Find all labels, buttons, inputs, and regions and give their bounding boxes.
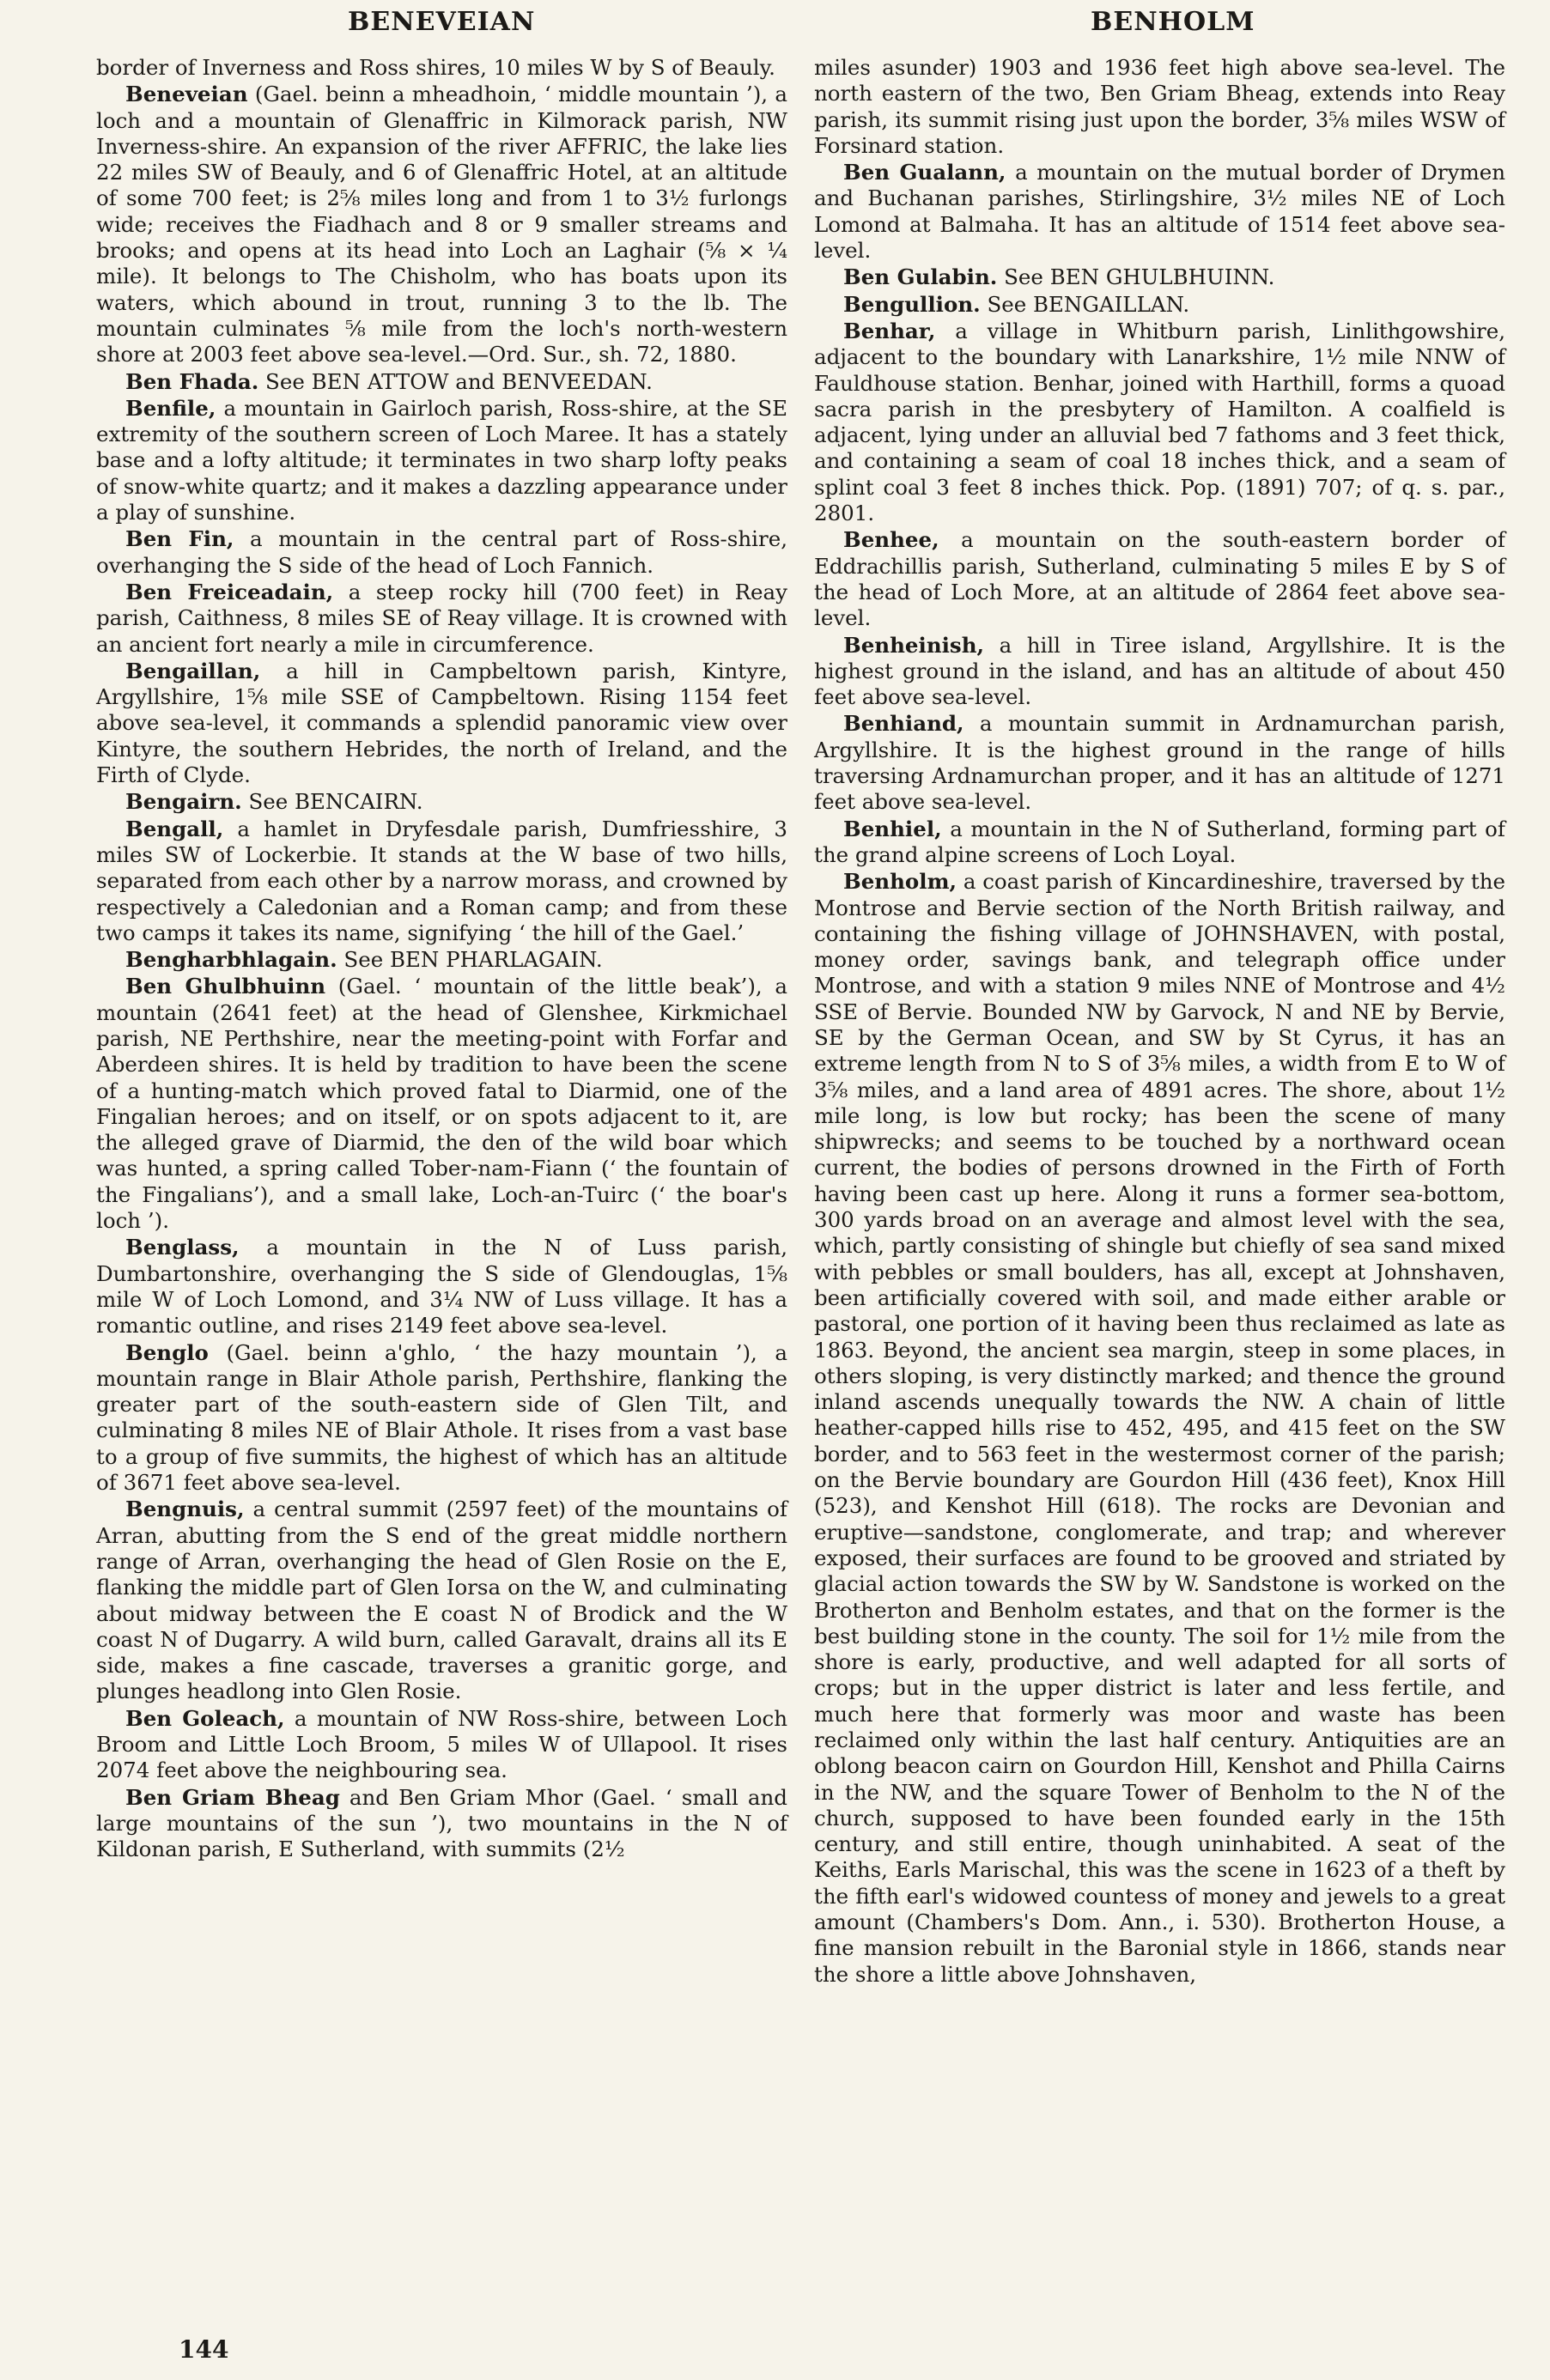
entry-headword: Ben Griam Bheag xyxy=(125,1784,340,1810)
gazetteer-entry xyxy=(814,869,1505,1988)
gazetteer-entry xyxy=(96,526,787,579)
page-number: 144 xyxy=(179,2335,229,2364)
gazetteer-entry xyxy=(96,1706,787,1784)
entry-text: a mountain on the mutual border of Drymen and Buchanan parishes, Stirlingshire, 3½ miles NE of Loch Lomond at Balmaha. It has an altitude of 1514 feet above sea-level. xyxy=(814,160,1505,264)
gazetteer-entry xyxy=(96,1235,787,1339)
entry-text: a mountain in Gairloch parish, Ross-shire, at the SE extremity of the southern screen of Loch Maree. It has a stately base and a lofty altitude; it terminates in two sharp lofty peaks of snow-white quartz; and it makes a dazzling appearance under a play of sunshine. xyxy=(96,395,787,525)
entry-headword: Ben Freiceadain, xyxy=(125,579,334,604)
entry-headword: Bengharbhlagain. xyxy=(125,947,337,973)
left-column xyxy=(96,55,787,1863)
entry-headword: Benglass, xyxy=(125,1235,240,1260)
entry-text: a mountain summit in Ardnamurchan parish, Argyllshire. It is the highest ground in the range of hills traversing Ardnamurchan proper, and it has an altitude of 1271 feet above sea-level. xyxy=(814,711,1505,815)
entry-text: See BENGAILLAN. xyxy=(980,291,1190,317)
entry-text: (Gael. beinn a mheadhoin, ‘ middle mountain ’), a loch and a mountain of Glenaffric in Kilmorack parish, NW Inverness-shire. An expansion of the river AFFRIC, the lake lies 22 miles SW of Beauly, and 6 of Glenaffric Hotel, at an altitude of some 700 feet; is 2⅝ miles long and from 1 to 3½ furlongs wide; receives the Fiadhach and 8 or 9 smaller streams and brooks; and opens at its head into Loch an Laghair (⅝ × ¼ mile). It belongs to The Chisholm, who has boats upon its waters, which abound in trout, running 3 to the lb. The mountain culminates ⅝ mile from the loch's north-western shore at 2003 feet above sea-level.—Ord. Sur., sh. 72, 1880. xyxy=(96,82,787,367)
gazetteer-entry xyxy=(96,55,787,81)
gazetteer-entry xyxy=(814,633,1505,711)
entry-headword: Bengall, xyxy=(125,816,224,841)
entry-text: a mountain on the south-eastern border of Eddrachillis parish, Sutherland, culminating 5 miles E by S of the head of Loch More, at an altitude of 2864 feet above sea-level. xyxy=(814,527,1505,631)
entry-text: See BEN GHULBHUINN. xyxy=(997,264,1275,290)
entry-text: (Gael. ‘ mountain of the little beak’), a mountain (2641 feet) at the head of Glenshee, Kirkmichael parish, NE Perthshire, near the meeting-point with Forfar and Aberdeen shires. It is held by tradition to have been the scene of a hunting-match which proved fatal to Diarmid, one of the Fingalian heroes; and on itself, or on spots adjacent to it, are the alleged grave of Diarmid, the den of the wild boar which was hunted, a spring called Tober-nam-Fiann (‘ the fountain of the Fingalians’), and a small lake, Loch-an-Tuirc (‘ the boar's loch ’). xyxy=(96,974,787,1234)
gazetteer-entry xyxy=(96,580,787,658)
gazetteer-entry xyxy=(96,396,787,525)
entry-headword: Benhar, xyxy=(843,318,936,343)
entry-headword: Ben Gualann, xyxy=(843,160,1006,185)
entry-text: border of Inverness and Ross shires, 10 miles W by S of Beauly. xyxy=(96,55,775,80)
gazetteer-entry xyxy=(96,947,787,973)
entry-headword: Ben Goleach, xyxy=(125,1705,285,1731)
entry-headword: Benfile, xyxy=(125,395,216,421)
entry-text: a mountain in the N of Luss parish, Dumbartonshire, overhanging the S side of Glendouglas, 1⅝ mile W of Loch Lomond, and 3¼ NW of Luss village. It has a romantic outline, and rises 2149 feet above sea-level. xyxy=(96,1235,787,1339)
entry-text: See BEN PHARLAGAIN. xyxy=(337,947,603,973)
entry-text: a hill in Tiree island, Argyllshire. It is the highest ground in the island, and has an altitude of about 450 feet above sea-level. xyxy=(814,632,1505,710)
gazetteer-entry xyxy=(814,817,1505,869)
gazetteer-entry xyxy=(814,264,1505,290)
entry-headword: Ben Ghulbhuinn xyxy=(125,974,326,999)
gazetteer-entry xyxy=(814,55,1505,159)
entry-headword: Benholm, xyxy=(843,869,957,895)
entry-headword: Ben Gulabin. xyxy=(843,264,998,290)
entry-text: a hamlet in Dryfesdale parish, Dumfriesshire, 3 miles SW of Lockerbie. It stands at the W base of two hills, separated from each other by a narrow morass, and crowned by respectively a Caledonian and a Roman camp; and from these two camps it takes its name, signifying ‘ the hill of the Gael.’ xyxy=(96,816,787,945)
entry-text: a coast parish of Kincardineshire, traversed by the Montrose and Bervie section of the North British railway, and containing the fishing village of JOHNSHAVEN, with postal, money order, savings bank, and telegraph office under Montrose, and with a station 9 miles NNE of Montrose and 4½ SSE of Bervie. Bounded NW by Garvock, N and NE by Bervie, SE by the German Ocean, and SW by St Cyrus, it has an extreme length from N to S of 3⅝ miles, a width from E to W of 3⅝ miles, and a land area of 4891 acres. The shore, about 1½ mile long, is low but rocky; has been the scene of many shipwrecks; and seems to be touched by a northward ocean current, the bodies of persons drowned in the Firth of Forth having been cast up here. Along it runs a former sea-bottom, 300 yards broad on an average and almost level with the sea, which, partly consisting of shingle but chiefly of sea sand mixed with pebbles or small boulders, has all, except at Johnshaven, been artificially covered with soil, and made either arable or pastoral, one portion of it having been thus reclaimed as late as 1863. Beyond, the ancient sea margin, steep in some places, in others sloping, is very distinctly marked; and thence the ground inland ascends unequally towards the NW. A chain of little heather-capped hills rise to 452, 495, and 415 feet on the SW border, and to 563 feet in the westermost corner of the parish; on the Bervie boundary are Gourdon Hill (436 feet), Knox Hill (523), and Kenshot Hill (618). The rocks are Devonian and eruptive—sandstone, conglomerate, and trap; and wherever exposed, their surfaces are found to be grooved and striated by glacial action towards the SW by W. Sandstone is worked on the Brotherton and Benholm estates, and that on the former is the best building stone in the county. The soil for 1½ mile from the shore is early, productive, and well adapted for all sorts of crops; but in the upper district is later and less fertile, and much here that formerly was moor and waste has been reclaimed only within the last half century. Antiquities are an oblong beacon cairn on Gourdon Hill, Kenshot and Philla Cairns in the NW, and the square Tower of Benholm to the N of the church, supposed to have been founded early in the 15th century, and still entire, though uninhabited. A seat of the Keiths, Earls Marischal, this was the scene in 1623 of a theft by the fifth earl's widowed countess of money and jewels to a great amount (Chambers's Dom. Ann., i. 530). Brotherton House, a fine mansion rebuilt in the Baronial style in 1866, stands near the shore a little above Johnshaven, xyxy=(814,869,1506,1987)
entry-text: a hill in Campbeltown parish, Kintyre, Argyllshire, 1⅝ mile SSE of Campbeltown. Rising 1154 feet above sea-level, it commands a splendid panoramic view over Kintyre, the southern Hebrides, the north of Ireland, and the Firth of Clyde. xyxy=(96,658,787,788)
right-column xyxy=(814,55,1505,1988)
gazetteer-entry xyxy=(96,1497,787,1704)
gazetteer-entry xyxy=(814,160,1505,264)
entry-text: a steep rocky hill (700 feet) in Reay parish, Caithness, 8 miles SE of Reay village. It is crowned with an ancient fort nearly a mile in circumference. xyxy=(96,579,787,657)
page-header xyxy=(0,7,1550,45)
gazetteer-entry xyxy=(96,1340,787,1497)
entry-headword: Benheinish, xyxy=(843,632,985,658)
gazetteer-entry xyxy=(96,789,787,815)
entry-text: (Gael. beinn a'ghlo, ‘ the hazy mountain ’), a mountain range in Blair Athole parish, Perthshire, flanking the greater part of the south-eastern side of Glen Tilt, and culminating 8 miles NE of Blair Athole. It rises from a vast base to a group of five summits, the highest of which has an altitude of 3671 feet above sea-level. xyxy=(96,1339,787,1496)
gazetteer-entry xyxy=(96,974,787,1234)
left-running-head: BENEVEIAN xyxy=(348,7,536,37)
entry-headword: Benglo xyxy=(125,1339,209,1365)
gazetteer-entry xyxy=(814,711,1505,815)
entry-headword: Bengairn. xyxy=(125,789,242,815)
entry-headword: Benhee, xyxy=(843,527,939,553)
entry-text: a central summit (2597 feet) of the mountains of Arran, abutting from the S end of the great middle northern range of Arran, overhanging the head of Glen Rosie on the E, flanking the middle part of Glen Iorsa on the W, and culminating about midway between the E coast N of Brodick and the W coast N of Dugarry. A wild burn, called Garavalt, drains all its E side, makes a fine cascade, traverses a granitic gorge, and plunges headlong into Glen Rosie. xyxy=(96,1497,787,1704)
entry-headword: Benhiand, xyxy=(843,711,964,737)
gazetteer-entry xyxy=(814,527,1505,631)
entry-headword: Ben Fhada. xyxy=(125,368,259,394)
entry-text: See BEN ATTOW and BENVEEDAN. xyxy=(258,368,653,394)
entry-headword: Benhiel, xyxy=(843,816,942,841)
entry-text: a village in Whitburn parish, Linlithgowshire, adjacent to the boundary with Lanarkshire, 1½ mile NNW of Fauldhouse station. Benhar, joined with Harthill, forms a quoad sacra parish in the presbytery of Hamilton. A coalfield is adjacent, lying under an alluvial bed 7 fathoms and 3 feet thick, and containing a seam of coal 18 inches thick, and a seam of splint coal 3 feet 8 inches thick. Pop. (1891) 707; of q. s. par., 2801. xyxy=(814,318,1505,526)
entry-text: a mountain in the N of Sutherland, forming part of the grand alpine screens of Loch Loyal. xyxy=(814,816,1505,867)
entry-text: and Ben Griam Mhor (Gael. ‘ small and large mountains of the sun ’), two mountains in the N of Kildonan parish, E Sutherland, with summits (2½ xyxy=(96,1784,787,1862)
entry-headword: Beneveian xyxy=(125,82,248,107)
gazetteer-entry xyxy=(96,82,787,367)
entry-text: a mountain of NW Ross-shire, between Loch Broom and Little Loch Broom, 5 miles W of Ullapool. It rises 2074 feet above the neighbouring sea. xyxy=(96,1705,787,1783)
gazetteer-entry xyxy=(96,659,787,788)
entry-text: See BENCAIRN. xyxy=(241,789,423,815)
gazetteer-entry xyxy=(814,292,1505,318)
gazetteer-entry xyxy=(814,319,1505,526)
entry-text: a mountain in the central part of Ross-shire, overhanging the S side of the head of Loch Fannich. xyxy=(96,526,787,578)
entry-headword: Bengnuis, xyxy=(125,1497,245,1522)
gazetteer-entry xyxy=(96,369,787,395)
gazetteer-entry xyxy=(96,817,787,946)
right-running-head: BENHOLM xyxy=(1091,7,1255,37)
gazetteer-entry xyxy=(96,1785,787,1863)
entry-text: miles asunder) 1903 and 1936 feet high above sea-level. The north eastern of the two, Ben Griam Bheag, extends into Reay parish, its summit rising just upon the border, 3⅝ miles WSW of Forsinard station. xyxy=(814,55,1505,158)
entry-headword: Bengullion. xyxy=(843,291,981,317)
entry-headword: Ben Fin, xyxy=(125,526,234,552)
entry-headword: Bengaillan, xyxy=(125,658,261,683)
